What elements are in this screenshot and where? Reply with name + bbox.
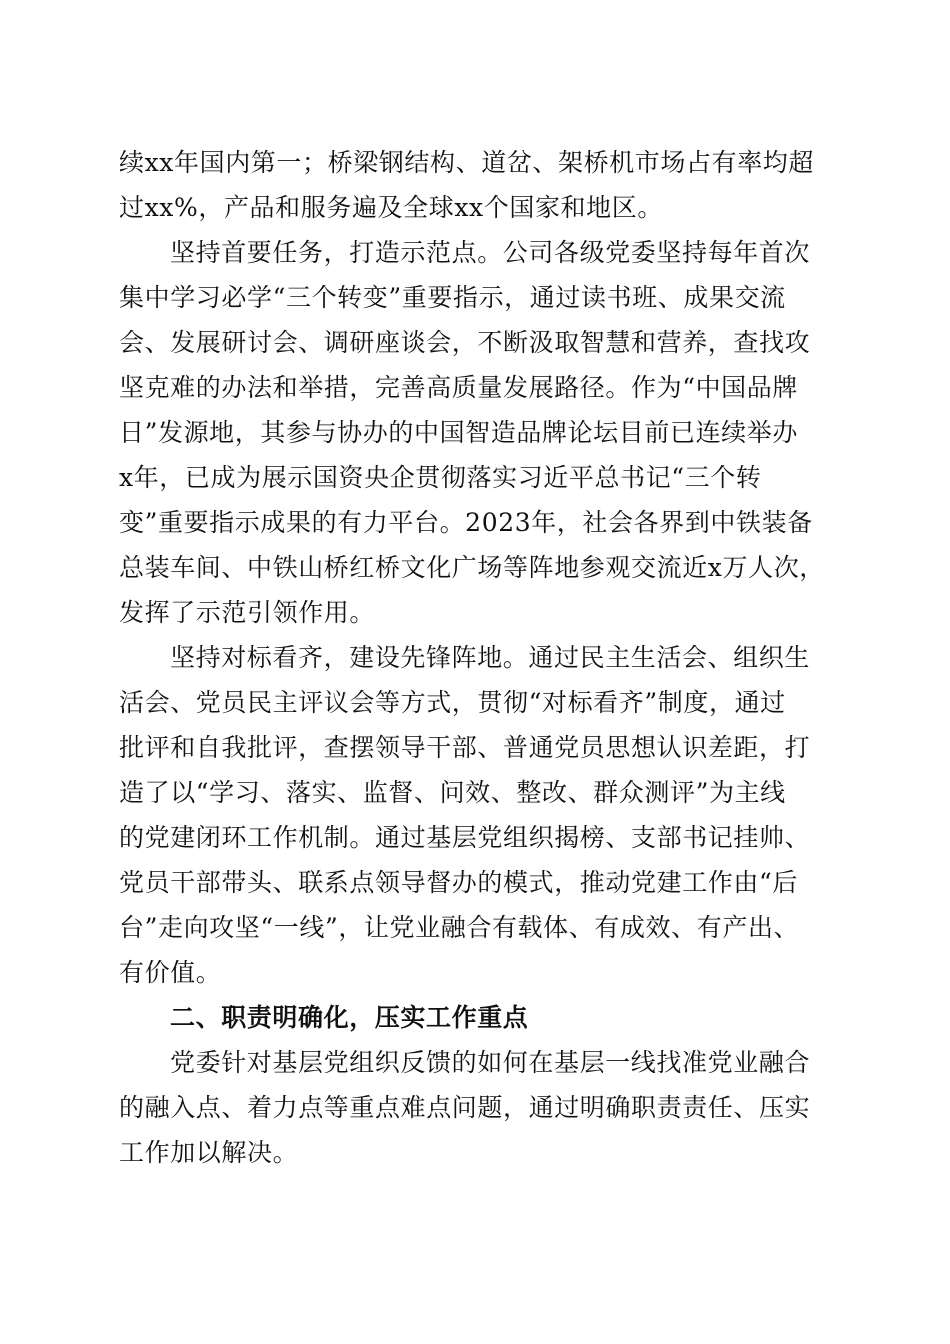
paragraph-line: 续xx年国内第一；桥梁钢结构、道岔、架桥机市场占有率均超 bbox=[119, 148, 815, 177]
paragraph-line: x年，已成为展示国资央企贯彻落实习近平总书记“三个转 bbox=[119, 463, 762, 492]
section-heading: 二、职责明确化，压实工作重点 bbox=[170, 1003, 529, 1032]
paragraph-line: 批评和自我批评，查摆领导干部、普通党员思想认识差距，打 bbox=[119, 733, 811, 762]
paragraph-line: 台”走向攻坚“一线”，让党业融合有载体、有成效、有产出、 bbox=[119, 913, 800, 942]
paragraph-line: 过xx%，产品和服务遍及全球xx个国家和地区。 bbox=[119, 193, 663, 222]
paragraph-line: 集中学习必学“三个转变”重要指示，通过读书班、成果交流 bbox=[119, 283, 786, 312]
paragraph-line: 的融入点、着力点等重点难点问题，通过明确职责责任、压实 bbox=[119, 1093, 811, 1122]
paragraph-line: 总装车间、中铁山桥红桥文化广场等阵地参观交流近x万人次， bbox=[119, 553, 825, 582]
paragraph-line: 党员干部带头、联系点领导督办的模式，推动党建工作由“后 bbox=[119, 868, 798, 897]
paragraph-line: 活会、党员民主评议会等方式，贯彻“对标看齐”制度，通过 bbox=[119, 688, 786, 717]
paragraph-line: 发挥了示范引领作用。 bbox=[119, 598, 376, 627]
paragraph-line: 变”重要指示成果的有力平台。2023年，社会各界到中铁装备 bbox=[119, 508, 813, 537]
paragraph-line: 造了以“学习、落实、监督、问效、整改、群众测评”为主线 bbox=[119, 778, 786, 807]
paragraph-line: 坚持首要任务，打造示范点。公司各级党委坚持每年首次 bbox=[170, 238, 811, 267]
paragraph-line: 的党建闭环工作机制。通过基层党组织揭榜、支部书记挂帅、 bbox=[119, 823, 811, 852]
paragraph-line: 坚持对标看齐，建设先锋阵地。通过民主生活会、组织生 bbox=[170, 643, 811, 672]
paragraph-line: 会、发展研讨会、调研座谈会，不断汲取智慧和营养，查找攻 bbox=[119, 328, 811, 357]
paragraph-line: 党委针对基层党组织反馈的如何在基层一线找准党业融合 bbox=[170, 1048, 811, 1077]
paragraph-line: 坚克难的办法和举措，完善高质量发展路径。作为“中国品牌 bbox=[119, 373, 798, 402]
paragraph-line: 工作加以解决。 bbox=[119, 1138, 299, 1167]
paragraph-line: 有价值。 bbox=[119, 958, 222, 987]
paragraph-line: 日”发源地，其参与协办的中国智造品牌论坛目前已连续举办 bbox=[119, 418, 798, 447]
